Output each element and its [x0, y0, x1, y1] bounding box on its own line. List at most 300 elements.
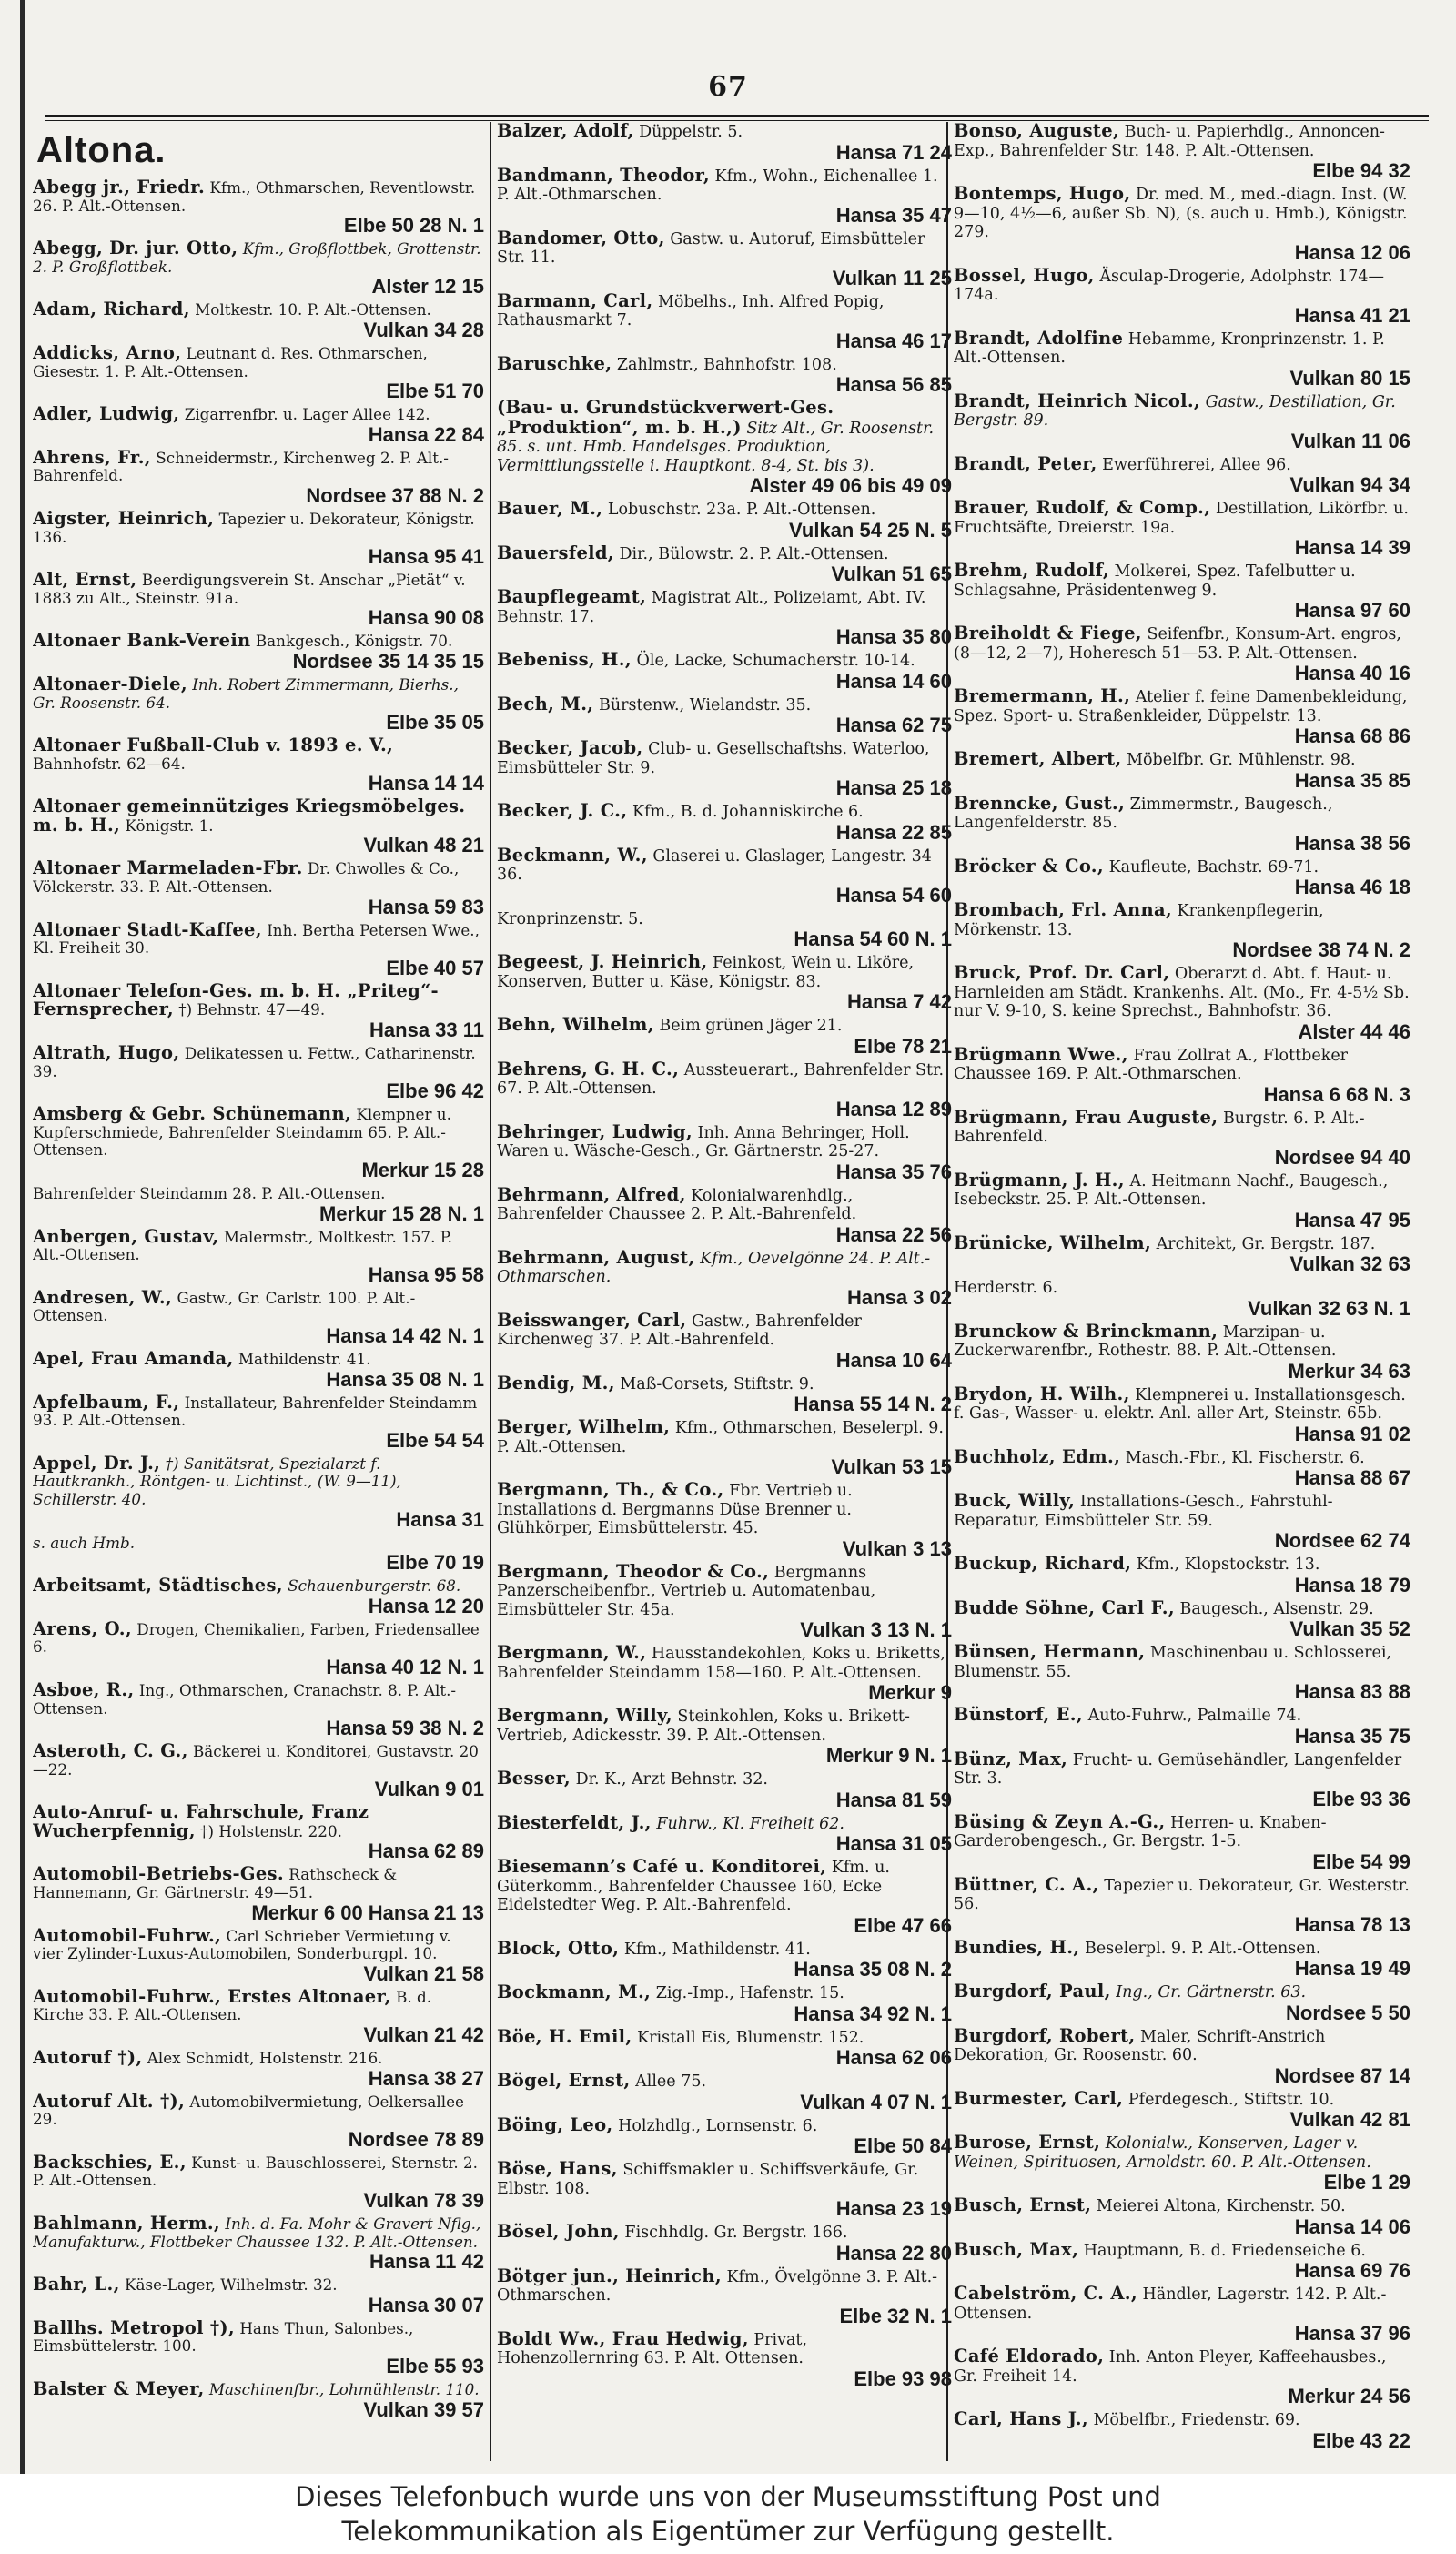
entry-description: B. d. Kirche 33. P. Alt.-Ottensen.: [33, 1987, 432, 2024]
entry-name: Adam, Richard,: [33, 299, 190, 320]
entry-phone: Nordsee 62 74: [1274, 1529, 1410, 1552]
entry-description: Pferdegesch., Stiftstr. 10.: [1127, 2090, 1335, 2109]
entry-name: (Bau- u. Grundstückverwert-Ges. „Produktion“, m. b. H.,): [497, 397, 834, 438]
entry-description: Inh. d. Fa. Mohr & Gravert Nflg., Manufakturw., Flottbeker Chaussee 132. P. Alt.-Ottensen.: [33, 2214, 481, 2251]
entry-name: Budde Söhne, Carl F.,: [954, 1596, 1175, 1618]
entry-phone: Vulkan 9 01: [374, 1778, 484, 1801]
directory-entry: [954, 1706, 1410, 1750]
directory-entry: [497, 846, 952, 909]
entry-description: Kfm., Mathildenstr. 41.: [623, 1940, 811, 1959]
directory-entry: [954, 1873, 1410, 1939]
entry-description: Meierei Altona, Kirchenstr. 50.: [1096, 2197, 1346, 2215]
entry-description: Kfm., Großflottbek, Grottenstr. 2. P. Großflottbek.: [33, 239, 481, 276]
entry-description: Club- u. Gesellschaftshs. Waterloo, Eimsbütteler Str. 9.: [497, 740, 930, 777]
directory-entry: [33, 571, 484, 632]
section-heading: Altona.: [36, 130, 167, 170]
entry-description: Ing., Othmarschen, Cranachstr. 8. P. Alt.-Ottensen.: [33, 1680, 457, 1718]
entry-description: Inh. Anna Behringer, Holl. Waren u. Wäsche-Gesch., Gr. Gärtnerstr. 25-27.: [497, 1123, 910, 1160]
directory-entry: [954, 2410, 1410, 2455]
entry-phone: Merkur 15 28 N. 1: [319, 1201, 484, 1225]
entry-phone: Hansa 88 67: [1294, 1466, 1410, 1489]
entry-description: Malermstr., Moltkestr. 157. P. Alt.-Ottensen.: [33, 1227, 452, 1264]
entry-name: Barmann, Carl,: [497, 289, 653, 311]
entry-phone: Hansa 14 39: [1294, 536, 1410, 559]
directory-entry: [33, 1454, 484, 1534]
entry-name: Auto-Anruf- u. Fahrschule, Franz Wucherpfennig,: [33, 1801, 369, 1841]
entry-name: Carl, Hans J.,: [954, 2408, 1088, 2429]
entry-name: Automobil-Betriebs-Ges.: [33, 1863, 284, 1885]
entry-phone: Hansa 83 88: [1294, 1680, 1410, 1703]
directory-entry: [497, 1309, 952, 1374]
directory-entry: [33, 675, 484, 736]
entry-description: Dir., Bülowstr. 2. P. Alt.-Ottensen.: [619, 544, 889, 563]
entry-phone: Vulkan 34 28: [363, 318, 484, 341]
entry-phone: Alster 49 06 bis 49 09: [749, 474, 952, 497]
directory-entry: [33, 239, 484, 300]
directory-entry: [497, 1481, 952, 1563]
entry-phone: Hansa 35 75: [1294, 1724, 1410, 1748]
entry-description: Aussteuerart., Bahrenfelder Str. 67. P. Alt.-Ottensen.: [497, 1060, 945, 1098]
page-number: 67: [708, 71, 748, 103]
entry-name: Begeest, J. Heinrich,: [497, 951, 708, 972]
entry-phone: Elbe 96 42: [386, 1079, 484, 1103]
directory-entry: [954, 750, 1410, 795]
entry-description: Kfm., Othmarschen, Reventlowstr. 26. P. Alt.-Ottensen.: [33, 178, 476, 215]
entry-name: Behrmann, Alfred,: [497, 1183, 686, 1205]
entry-description: Kunst- u. Bauschlosserei, Sternstr. 2. P. Alt.-Ottensen.: [33, 2153, 478, 2190]
entry-name: Bonso, Auguste,: [954, 122, 1120, 141]
entry-name: Altonaer Stadt-Kaffee,: [33, 918, 262, 940]
entry-name: Backschies, E.,: [33, 2151, 187, 2173]
directory-entry: [954, 562, 1410, 624]
directory-entry: [954, 264, 1410, 329]
entry-description: Schiffsmakler u. Schiffsverkäufe, Gr. Elbstr. 108.: [497, 2161, 919, 2198]
entry-phone: Nordsee 38 74 N. 2: [1232, 938, 1410, 961]
entry-name: Automobil-Fuhrw.,: [33, 1924, 222, 1946]
directory-entry: [954, 452, 1410, 500]
entry-phone: Hansa 46 17: [835, 329, 952, 352]
entry-description: Oberarzt d. Abt. f. Haut- u. Harnleiden am Städt. Krankenhs. Alt. (Mo., Fr. 4-5½ Sb. nur V. 9-10, S. keine Sprechst., Bahnhofstr. 36.: [954, 965, 1410, 1020]
entry-description: Frau Zollrat A., Flottbeker Chaussee 169. P. Alt.-Othmarschen.: [954, 1046, 1349, 1083]
entry-phone: Hansa 68 86: [1294, 725, 1410, 747]
entry-phone: Hansa 23 19: [835, 2197, 952, 2220]
entry-name: Buchholz, Edm.,: [954, 1445, 1121, 1467]
entry-description: Masch.-Fbr., Kl. Fischerstr. 6.: [1125, 1448, 1365, 1467]
entry-phone: Merkur 6 00 Hansa 21 13: [251, 1900, 484, 1924]
entry-phone: Elbe 94 32: [1312, 159, 1410, 182]
entry-name: Altonaer gemeinnütziges Kriegsmöbelges. m. b. H.,: [33, 796, 466, 836]
entry-phone: Hansa 14 06: [1294, 2214, 1410, 2238]
entry-description: Kolonialwarenhdlg., Bahrenfelder Chaussee 2. P. Alt.-Bahrenfeld.: [497, 1186, 857, 1223]
entry-phone: Vulkan 21 42: [363, 2023, 484, 2047]
directory-entry: [954, 122, 1410, 185]
entry-phone: Hansa 46 18: [1294, 876, 1410, 898]
entry-description: Holzhdlg., Lornsenstr. 6.: [618, 2116, 818, 2135]
entry-phone: Merkur 15 28: [361, 1159, 484, 1181]
column-1: [33, 122, 484, 2470]
directory-entry: [954, 2285, 1410, 2347]
directory-entry: [33, 1865, 484, 1926]
directory-entry: [497, 122, 952, 167]
entry-phone: Hansa 18 79: [1294, 1573, 1410, 1596]
entry-phone: Hansa 59 38 N. 2: [326, 1717, 484, 1740]
entry-name: Berger, Wilhelm,: [497, 1416, 671, 1437]
entry-description: Zahlmstr., Bahnhofstr. 108.: [616, 355, 837, 374]
entry-phone: Hansa 31 05: [835, 1832, 952, 1855]
directory-entry: [954, 857, 1410, 902]
entry-description: Allee 75.: [635, 2073, 707, 2091]
directory-entry: [954, 964, 1410, 1046]
entry-name: Asteroth, C. G.,: [33, 1740, 188, 1762]
entry-phone: Hansa 62 06: [835, 2046, 952, 2069]
directory-entry: [33, 1985, 484, 2049]
directory-entry: [497, 2025, 952, 2073]
entry-phone: Nordsee 35 14 35 15: [292, 649, 484, 673]
entry-phone: Hansa 10 64: [835, 1348, 952, 1372]
entry-phone: Hansa 14 60: [835, 669, 952, 693]
directory-entry: [497, 1811, 952, 1859]
entry-name: Aigster, Heinrich,: [33, 507, 215, 529]
entry-name: Block, Otto,: [497, 1937, 620, 1959]
entry-phone: Hansa 33 11: [369, 1019, 484, 1042]
entry-description: Bankgesch., Königstr. 70.: [255, 632, 453, 651]
entry-name: Bösel, John,: [497, 2221, 620, 2242]
entry-name: Becker, Jacob,: [497, 737, 643, 758]
entry-name: Bontemps, Hugo,: [954, 183, 1131, 204]
entry-description: Architekt, Gr. Bergstr. 187.: [1156, 1234, 1376, 1253]
entry-name: Bandomer, Otto,: [497, 227, 665, 248]
directory-entry: [497, 2267, 952, 2330]
entry-phone: Hansa 71 24: [835, 140, 952, 164]
entry-phone: Nordsee 78 89: [348, 2127, 484, 2151]
entry-description: Kfm., B. d. Johanniskirche 6.: [632, 803, 864, 821]
entry-phone: Hansa 22 84: [368, 422, 484, 446]
entry-phone: Hansa 59 83: [368, 895, 484, 918]
entry-name: Bünsen, Hermann,: [954, 1641, 1146, 1662]
directory-entry: [954, 1492, 1410, 1555]
entry-description: Schauenburgerstr. 68.: [288, 1576, 461, 1596]
directory-entry: [497, 1016, 952, 1060]
entry-name: Besser,: [497, 1768, 571, 1789]
entry-description: Leutnant d. Res. Othmarschen, Giesestr. 1. P. Alt.-Ottensen.: [33, 343, 428, 380]
directory-entry: [497, 2113, 952, 2161]
entry-name: Burose, Ernst,: [954, 2132, 1101, 2153]
entry-description: Installateur, Bahrenfelder Steindamm 93. P. Alt.-Ottensen.: [33, 1393, 478, 1430]
directory-entry: [954, 2133, 1410, 2196]
entry-name: Bögel, Ernst,: [497, 2070, 631, 2091]
entry-name: Altonaer-Diele,: [33, 673, 187, 694]
entry-name: Biesterfeldt, J.,: [497, 1811, 652, 1833]
directory-entry: [497, 739, 952, 802]
entry-description: Möbelhs., Inh. Alfred Popig, Rathausmarkt 7.: [497, 292, 885, 329]
entry-phone: Vulkan 35 52: [1289, 1617, 1410, 1640]
directory-entry: [33, 341, 484, 405]
entry-name: Bergmann, Th., & Co.,: [497, 1479, 724, 1500]
entry-description: Inh. Robert Zimmermann, Bierhs., Gr. Roosenstr. 64.: [33, 674, 459, 712]
entry-name: Breiholdt & Fiege,: [954, 623, 1142, 644]
entry-name: Adler, Ludwig,: [33, 403, 180, 425]
entry-name: Behrmann, August,: [497, 1246, 695, 1268]
entry-phone: Hansa 54 60 N. 1: [794, 927, 952, 950]
entry-phone: Hansa 12 06: [1294, 240, 1410, 264]
entry-phone: Nordsee 94 40: [1274, 1145, 1410, 1169]
entry-description: Düppelstr. 5.: [639, 123, 743, 141]
entry-description: Magistrat Alt., Polizeiamt, Abt. IV. Behnstr. 17.: [497, 589, 926, 626]
directory-entry: [497, 2223, 952, 2267]
entry-phone: Hansa 14 14: [368, 772, 484, 796]
entry-description: Molkerei, Spez. Tafelbutter u. Schlagsahne, Präsidentenweg 9.: [954, 562, 1356, 600]
entry-phone: Elbe 35 05: [386, 711, 484, 735]
directory-entry: [954, 1596, 1410, 1644]
entry-description: Auto-Fuhrw., Palmaille 74.: [1087, 1707, 1302, 1725]
entry-phone: Elbe 93 36: [1312, 1787, 1410, 1810]
entry-phone: Hansa 62 75: [835, 714, 952, 736]
footer-notice: [0, 2474, 1456, 2554]
entry-name: Brunckow & Brinckmann,: [954, 1320, 1218, 1342]
entry-phone: Hansa 40 16: [1294, 662, 1410, 684]
entry-name: Ahrens, Fr.,: [33, 446, 151, 468]
entry-name: Alt, Ernst,: [33, 569, 137, 591]
entry-description: Kolonialw., Konserven, Lager v. Weinen, Spirituosen, Arnoldstr. 60. P. Alt.-Ottensen.: [954, 2134, 1371, 2172]
column-divider: [490, 122, 491, 2461]
directory-entry: [954, 1231, 1410, 1279]
entry-name: Böe, H. Emil,: [497, 2025, 632, 2047]
entry-description: Sitz Alt., Gr. Roosenstr. 85. s. unt. Hmb. Handelsges. Produktion, Vermittlungsstelle i. Hauptkont. 8-4, St. bis 3).: [497, 419, 935, 475]
entry-name: Baupflegeamt,: [497, 586, 647, 607]
entry-description: Carl Schrieber Vermietung v. vier Zylinder-Luxus-Automobilen, Sonderburgpl. 10.: [33, 1926, 451, 1963]
entry-name: Behringer, Ludwig,: [497, 1120, 693, 1142]
entry-name: Addicks, Arno,: [33, 341, 182, 363]
directory-entry: [33, 797, 484, 859]
entry-name: Brandt, Heinrich Nicol.,: [954, 390, 1201, 411]
entry-description: Maß-Corsets, Stiftstr. 9.: [620, 1374, 814, 1394]
entry-description: Möbelfbr. Gr. Mühlenstr. 98.: [1127, 751, 1356, 769]
entry-description: Seifenfbr., Konsum-Art. engros, (8—12, 2—7), Hoheresch 51—53. P. Alt.-Ottensen.: [954, 625, 1401, 663]
entry-name: Brenncke, Gust.,: [954, 792, 1126, 814]
directory-entry: [954, 624, 1410, 687]
entry-name: Bötger jun., Heinrich,: [497, 2265, 722, 2286]
directory-entry: [33, 1286, 484, 1350]
directory-entry: [497, 500, 952, 544]
entry-phone: Elbe 70 19: [386, 1551, 484, 1575]
entry-description: Käse-Lager, Wilhelmstr. 32.: [125, 2275, 338, 2295]
entry-description: Beerdigungsverein St. Anschar „Pietät“ v. 1883 zu Alt., Steinstr. 91a.: [33, 571, 466, 607]
entry-name: Bremert, Albert,: [954, 748, 1122, 769]
entry-name: Anbergen, Gustav,: [33, 1225, 219, 1247]
entry-description: Dr. med. M., med.-diagn. Inst. (W. 9—10, 4½—6, außer Sb. N), (s. auch u. Hmb.), Königstr. 279.: [954, 186, 1408, 241]
directory-entry: [497, 289, 952, 355]
directory-entry: [33, 736, 484, 797]
entry-description: Kfm., Klopstockstr. 13.: [1136, 1556, 1320, 1574]
directory-entry: [497, 953, 952, 1016]
directory-entry: [497, 1858, 952, 1940]
entry-description: Alex Schmidt, Holstenstr. 216.: [147, 2049, 383, 2068]
directory-entry: [497, 1769, 952, 1814]
directory-entry: [497, 229, 952, 292]
entry-name: Brauer, Rudolf, & Comp.,: [954, 497, 1211, 518]
entry-name: Bremermann, H.,: [954, 685, 1131, 706]
entry-phone: Hansa 54 60: [835, 883, 952, 907]
entry-name: Burgdorf, Paul,: [954, 1981, 1111, 2002]
entry-description: Delikatessen u. Fettw., Catharinenstr. 39.: [33, 1044, 476, 1080]
entry-name: Brandt, Peter,: [954, 452, 1097, 474]
directory-entry: [497, 651, 952, 695]
entry-name: Bergmann, W.,: [497, 1642, 647, 1663]
entry-phone: Hansa 81 59: [835, 1788, 952, 1811]
entry-phone: Vulkan 32 63: [1289, 1252, 1410, 1275]
entry-description: Bürstenw., Wielandstr. 35.: [598, 695, 812, 715]
footer-line-1: Dieses Telefonbuch wurde uns von der Museumsstiftung Post und: [295, 2481, 1161, 2512]
entry-phone: Alster 12 15: [371, 275, 484, 299]
entry-phone: Hansa 22 80: [835, 2241, 952, 2265]
entry-name: Büttner, C. A.,: [954, 1873, 1099, 1895]
entry-name: Bebeniss, H.,: [497, 649, 632, 670]
entry-name: Brügmann, J. H.,: [954, 1169, 1125, 1191]
directory-entry: [497, 1644, 952, 1707]
entry-description: Klempner u. Kupferschmiede, Bahrenfelder Steindamm 65. P. Alt.-Ottensen.: [33, 1105, 451, 1160]
entry-description: Kfm., Oevelgönne 24. P. Alt.-Othmarschen.: [497, 1249, 931, 1286]
directory-entry: [33, 1803, 484, 1865]
entry-description: Burgstr. 6. P. Alt.-Bahrenfeld.: [954, 1109, 1365, 1146]
entry-phone: Vulkan 42 81: [1289, 2108, 1410, 2131]
entry-phone: Elbe 93 98: [854, 2367, 952, 2390]
entry-description: Möbelfbr., Friedenstr. 69.: [1093, 2411, 1300, 2429]
entry-phone: Hansa 47 95: [1294, 1208, 1410, 1231]
entry-name: Brombach, Frl. Anna,: [954, 899, 1172, 920]
entry-name: Büsing & Zeyn A.-G.,: [954, 1810, 1166, 1832]
entry-name: Amsberg & Gebr. Schünemann,: [33, 1103, 352, 1125]
directory-entry: [954, 1278, 1410, 1323]
entry-phone: Merkur 9: [868, 1681, 952, 1704]
entry-description: Inh. Bertha Petersen Wwe., Kl. Freiheit 30.: [33, 920, 480, 958]
entry-name: Altonaer Fußball-Club v. 1893 e. V.,: [33, 735, 394, 756]
entry-name: Buck, Willy,: [954, 1490, 1076, 1511]
entry-name: Cabelström, C. A.,: [954, 2283, 1138, 2304]
entry-name: Bauersfeld,: [497, 542, 614, 563]
entry-description: Fbr. Vertrieb u. Installations d. Bergmanns Düse Brenner u. Glühkörper, Eimsbüttelerstr. 45.: [497, 1482, 853, 1537]
entry-description: Gastw., Destillation, Gr. Bergstr. 89.: [954, 392, 1396, 430]
entry-description: Herren- u. Knaben-Garderobengesch., Gr. Bergstr. 1-5.: [954, 1813, 1327, 1850]
entry-description: Ing., Gr. Gärtnerstr. 63.: [1116, 1983, 1307, 2002]
entry-description: Zimmermstr., Baugesch., Langenfelderstr. 85.: [954, 795, 1333, 832]
directory-entry: [33, 446, 484, 510]
entry-description: Hausstandekohlen, Koks u. Briketts, Bahrenfelder Steindamm 158—160. P. Alt.-Ottensen.: [497, 1645, 945, 1682]
entry-phone: Vulkan 21 58: [363, 1961, 484, 1985]
directory-entry: [497, 1418, 952, 1481]
entry-phone: Vulkan 80 15: [1289, 366, 1410, 390]
entry-name: Brügmann Wwe.,: [954, 1043, 1128, 1065]
entry-description: Atelier f. feine Damenbekleidung, Spez. Sport- u. Straßenkleider, Düppelstr. 13.: [954, 688, 1408, 725]
column-2: [497, 122, 952, 2470]
entry-description: Drogen, Chemikalien, Farben, Friedensallee 6.: [33, 1619, 480, 1657]
directory-entry: [954, 185, 1410, 267]
directory-entry: [954, 392, 1410, 455]
entry-name: Busch, Ernst,: [954, 2194, 1092, 2215]
entry-description: Bäckerei u. Konditorei, Gustavstr. 20—22.: [33, 1742, 479, 1779]
entry-description: Moltkestr. 10. P. Alt.-Ottensen.: [195, 300, 431, 319]
directory-entry: [954, 499, 1410, 562]
directory-entry: [497, 164, 952, 229]
entry-description: Maler, Schrift-Anstrich Dekoration, Gr. Roosenstr. 60.: [954, 2027, 1326, 2064]
directory-entry: [33, 2275, 484, 2319]
entry-description: Zig.-Imp., Hafenstr. 15.: [655, 1984, 844, 2002]
entry-description: s. auch Hmb.: [33, 1533, 136, 1552]
entry-description: Gastw., Bahrenfelder Kirchenweg 37. P. Alt.-Bahrenfeld.: [497, 1312, 862, 1349]
directory-entry: [954, 2347, 1410, 2410]
directory-entry: [497, 1983, 952, 2028]
entry-phone: Elbe 54 54: [386, 1428, 484, 1452]
directory-entry: [954, 2087, 1410, 2134]
directory-entry: [33, 2151, 484, 2214]
entry-name: Behrens, G. H. C.,: [497, 1058, 680, 1079]
entry-name: Bossel, Hugo,: [954, 264, 1095, 286]
entry-phone: Hansa 37 96: [1294, 2322, 1410, 2345]
entry-phone: Hansa 12 89: [835, 1097, 952, 1120]
entry-name: Autoruf †),: [33, 2047, 143, 2069]
entry-name: Altonaer Marmeladen-Fbr.: [33, 857, 303, 879]
entry-phone: Hansa 62 89: [368, 1839, 484, 1863]
entry-description: Kronprinzenstr. 5.: [497, 909, 643, 928]
entry-phone: Hansa 95 58: [368, 1262, 484, 1286]
entry-name: Brydon, H. Wilh.,: [954, 1383, 1130, 1404]
entry-phone: Hansa 38 27: [368, 2066, 484, 2090]
entry-phone: Hansa 34 92 N. 1: [794, 2002, 952, 2025]
entry-description: Tapezier u. Dekorateur, Königstr. 136.: [33, 509, 475, 546]
entry-phone: Hansa 78 13: [1294, 1912, 1410, 1936]
directory-entry: [497, 352, 952, 400]
entry-description: Zigarrenfbr. u. Lager Allee 142.: [184, 405, 430, 424]
entry-phone: Vulkan 3 13 N. 1: [800, 1618, 952, 1641]
entry-phone: Hansa 69 76: [1294, 2259, 1410, 2282]
entry-name: Beckmann, W.,: [497, 844, 648, 866]
entry-description: Bahrenfelder Steindamm 28. P. Alt.-Ottensen.: [33, 1184, 386, 1202]
entry-description: Herderstr. 6.: [954, 1279, 1058, 1297]
directory-entry: [954, 1106, 1410, 1171]
directory-entry: [33, 1225, 484, 1289]
entry-name: Altonaer Bank-Verein: [33, 630, 251, 652]
entry-phone: Hansa 91 02: [1294, 1422, 1410, 1445]
directory-entry: [33, 2316, 484, 2380]
entry-phone: Elbe 51 70: [386, 380, 484, 403]
entry-description: Buch- u. Papierhdlg., Annoncen-Exp., Bahrenfelder Str. 148. P. Alt.-Ottensen.: [954, 123, 1385, 160]
directory-entry: [954, 1555, 1410, 1599]
entry-description: Kfm., Wohn., Eichenallee 1. P. Alt.-Othmarschen.: [497, 167, 938, 204]
entry-phone: Hansa 30 07: [368, 2293, 484, 2316]
entry-name: Bergmann, Theodor & Co.,: [497, 1560, 770, 1582]
directory-entry: [497, 2160, 952, 2223]
entry-phone: Merkur 24 56: [1288, 2385, 1410, 2407]
entry-name: Brandt, Adolfine: [954, 327, 1124, 349]
entry-phone: Hansa 6 68 N. 3: [1263, 1082, 1410, 1106]
entry-phone: Merkur 34 63: [1288, 1359, 1410, 1383]
entry-name: Bahlmann, Herm.,: [33, 2213, 221, 2234]
entry-phone: Hansa 31: [396, 1507, 484, 1531]
entry-phone: Vulkan 78 39: [363, 2189, 484, 2212]
directory-entry: [497, 695, 952, 740]
entry-description: Privat, Hohenzollernring 63. P. Alt. Ottensen.: [497, 2330, 808, 2367]
entry-description: Kristall Eis, Blumenstr. 152.: [637, 2028, 864, 2047]
entry-name: Behn, Wilhelm,: [497, 1014, 654, 1035]
entry-name: Bröcker & Co.,: [954, 855, 1104, 877]
directory-entry: [33, 300, 484, 344]
entry-name: Café Eldorado,: [954, 2346, 1105, 2367]
entry-phone: Hansa 35 08 N. 2: [794, 1958, 952, 1981]
entry-description: Inh. Anton Pleyer, Kaffeehausbes., Gr. Freiheit 14.: [954, 2348, 1387, 2386]
entry-phone: Hansa 22 85: [835, 820, 952, 844]
entry-description: Installations-Gesch., Fahrstuhl-Reparatur, Eimsbütteler Str. 59.: [954, 1493, 1333, 1530]
directory-entry: [33, 979, 484, 1044]
entry-name: Burmester, Carl,: [954, 2087, 1124, 2109]
